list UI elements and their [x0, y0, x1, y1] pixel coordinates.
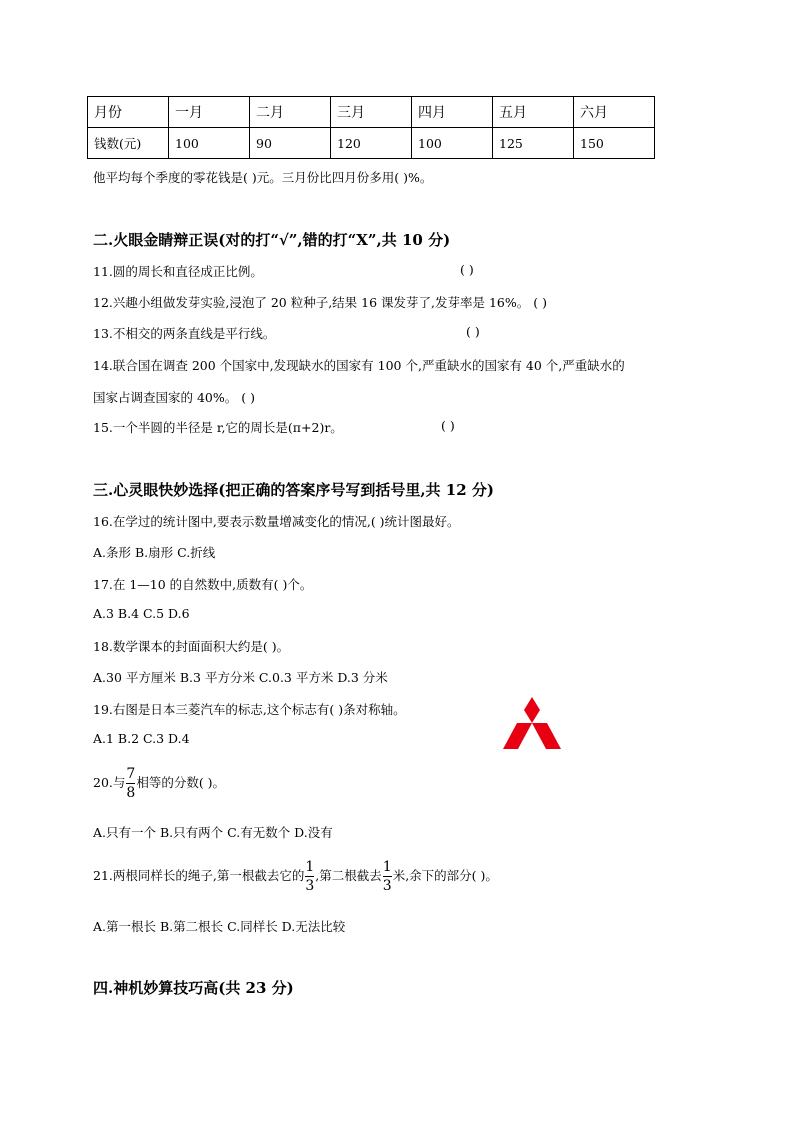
- question-21-post: 米,余下的部分( )。: [392, 868, 498, 883]
- answer-paren: ( ): [441, 418, 455, 433]
- question-16: 16.在学过的统计图中,要表示数量增减变化的情况,( )统计图最好。: [93, 514, 460, 529]
- table-cell: 二月: [250, 97, 331, 128]
- logo-diamond-top: [524, 697, 540, 723]
- question-14-line-2: 国家占调查国家的 40%。 ( ): [93, 390, 255, 405]
- question-12: 12.兴趣小组做发芽实验,浸泡了 20 粒种子,结果 16 课发芽了,发芽率是 16%。 ( ): [93, 295, 547, 310]
- answer-paren: ( ): [460, 262, 474, 277]
- question-14-line-1: 14.联合国在调查 200 个国家中,发现缺水的国家有 100 个,严重缺水的国家有 40 个,严重缺水的: [93, 358, 625, 373]
- question-21-mid: ,第二根截去: [315, 868, 382, 883]
- question-16-options: A.条形 B.扇形 C.折线: [93, 545, 216, 560]
- table-cell: 一月: [169, 97, 250, 128]
- logo-diamond-left: [503, 723, 532, 749]
- fraction-bar: [126, 783, 135, 784]
- section-2-title: 二.火眼金睛辩正误(对的打“√”,错的打“X”,共 10 分): [93, 231, 451, 249]
- table-cell: 100: [412, 128, 493, 159]
- table-cell: 钱数(元): [88, 128, 169, 159]
- question-17-options: A.3 B.4 C.5 D.6: [93, 606, 190, 621]
- table-cell: 120: [331, 128, 412, 159]
- fraction-denominator: 3: [305, 878, 315, 894]
- table-cell: 三月: [331, 97, 412, 128]
- table-cell: 125: [493, 128, 574, 159]
- table-row: [88, 128, 655, 159]
- fraction-bar: [305, 876, 314, 877]
- question-13: 13.不相交的两条直线是平行线。: [93, 326, 276, 341]
- mitsubishi-logo: [503, 697, 561, 749]
- fraction-numerator: 1: [305, 859, 315, 875]
- table-cell: 100: [169, 128, 250, 159]
- question-20-post: 相等的分数( )。: [136, 775, 226, 790]
- question-15: 15.一个半圆的半径是 r,它的周长是(π+2)r。: [93, 420, 343, 435]
- section-3-title: 三.心灵眼快妙选择(把正确的答案序号写到括号里,共 12 分): [93, 481, 494, 499]
- allowance-table: [87, 96, 655, 159]
- fraction-numerator: 7: [126, 766, 136, 782]
- fraction-denominator: 3: [382, 878, 392, 894]
- question-17: 17.在 1—10 的自然数中,质数有( )个。: [93, 577, 313, 592]
- question-18: 18.数学课本的封面面积大约是( )。: [93, 639, 290, 654]
- table-cell: 月份: [88, 97, 169, 128]
- fraction-7-8: [126, 766, 135, 801]
- fraction-1-3: [383, 859, 392, 894]
- question-text: 他平均每个季度的零花钱是( )元。三月份比四月份多用( )%。: [93, 170, 433, 185]
- question-19-options: A.1 B.2 C.3 D.4: [93, 731, 190, 746]
- table-cell: 六月: [574, 97, 655, 128]
- question-11: 11.圆的周长和直径成正比例。: [93, 264, 263, 279]
- answer-paren: ( ): [466, 324, 480, 339]
- question-19: 19.右图是日本三菱汽车的标志,这个标志有( )条对称轴。: [93, 702, 406, 717]
- table-cell: 五月: [493, 97, 574, 128]
- question-20-pre: 20.与: [93, 775, 126, 790]
- table-cell: 四月: [412, 97, 493, 128]
- question-20-options: A.只有一个 B.只有两个 C.有无数个 D.没有: [93, 825, 333, 840]
- question-21-pre: 21.两根同样长的绳子,第一根截去它的: [93, 868, 305, 883]
- fraction-bar: [383, 876, 392, 877]
- table-cell: 150: [574, 128, 655, 159]
- section-4-title: 四.神机妙算技巧高(共 23 分): [93, 979, 294, 997]
- fraction-1-3: [305, 859, 314, 894]
- table-cell: 90: [250, 128, 331, 159]
- table-row: [88, 97, 655, 128]
- question-21-options: A.第一根长 B.第二根长 C.同样长 D.无法比较: [93, 919, 346, 934]
- fraction-denominator: 8: [126, 785, 136, 801]
- question-18-options: A.30 平方厘米 B.3 平方分米 C.0.3 平方米 D.3 分米: [93, 670, 388, 685]
- question-20: [93, 766, 225, 801]
- fraction-numerator: 1: [382, 859, 392, 875]
- logo-diamond-right: [532, 723, 561, 749]
- question-21: [93, 859, 498, 894]
